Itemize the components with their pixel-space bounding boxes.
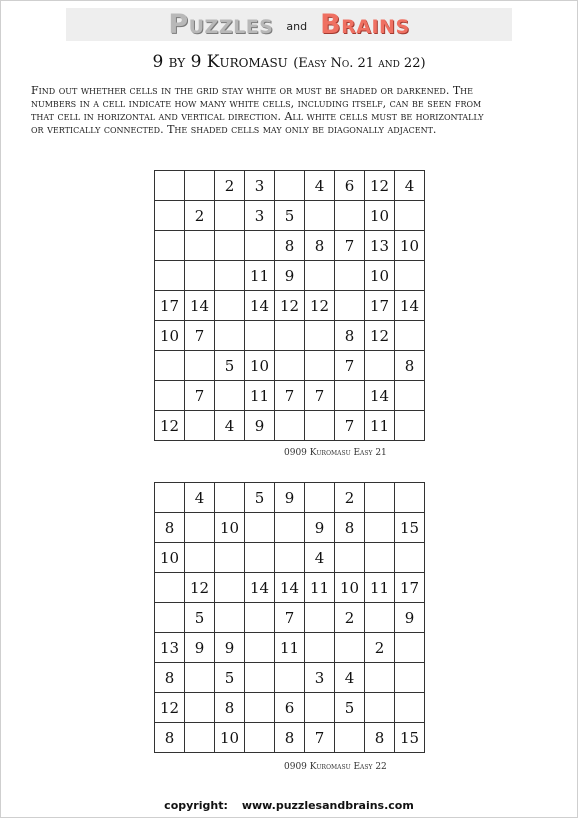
grid-row	[155, 483, 425, 513]
grid-row	[155, 411, 425, 441]
grid-cell[interactable]: 8	[275, 723, 305, 753]
grid-cell[interactable]: 4	[395, 171, 425, 201]
grid-cell[interactable]: 14	[245, 291, 275, 321]
grid-cell[interactable]: 13	[155, 633, 185, 663]
grid-cell[interactable]: 7	[185, 321, 215, 351]
grid-cell[interactable]	[305, 411, 335, 441]
grid-cell[interactable]	[365, 513, 395, 543]
grid-row	[155, 633, 425, 663]
logo-word-puzzles: Puzzles	[168, 9, 274, 40]
grid-cell[interactable]: 7	[305, 723, 335, 753]
grid-cell[interactable]	[395, 321, 425, 351]
copyright-label: copyright:	[164, 799, 228, 812]
grid-cell[interactable]	[395, 693, 425, 723]
logo-word-brains: Brains	[320, 9, 410, 40]
grid-cell[interactable]: 10	[215, 723, 245, 753]
grid-cell[interactable]	[365, 603, 395, 633]
grid-cell[interactable]: 10	[395, 231, 425, 261]
grid-cell[interactable]	[275, 351, 305, 381]
grid-row	[155, 261, 425, 291]
puzzle-caption-21: 0909 Kuromasu Easy 21	[284, 448, 387, 458]
grid-cell[interactable]	[185, 231, 215, 261]
site-logo-banner	[66, 8, 512, 41]
grid-cell[interactable]: 4	[185, 483, 215, 513]
grid-cell[interactable]	[275, 171, 305, 201]
instructions-text: Find out whether cells in the grid stay white or must be shaded or darkened. The numbers in a cell indicate how many white cells, including itself, can be seen from that cell in horizontal and vertical direction. All white cells must be horizontally or vertically connected. The shaded cells may only be diagonally adjacent.	[31, 84, 484, 136]
grid-cell[interactable]: 9	[275, 483, 305, 513]
grid-cell[interactable]: 14	[395, 291, 425, 321]
grid-cell[interactable]	[305, 633, 335, 663]
grid-cell[interactable]: 8	[395, 351, 425, 381]
grid-cell[interactable]: 7	[335, 411, 365, 441]
grid-cell[interactable]: 4	[215, 411, 245, 441]
grid-cell[interactable]	[335, 381, 365, 411]
page-title	[0, 52, 578, 72]
grid-cell[interactable]: 9	[215, 633, 245, 663]
logo-word-and: and	[286, 20, 308, 33]
grid-row	[155, 381, 425, 411]
grid-cell[interactable]	[155, 573, 185, 603]
grid-cell[interactable]: 2	[215, 171, 245, 201]
grid-cell[interactable]: 5	[215, 663, 245, 693]
grid-cell[interactable]: 4	[305, 171, 335, 201]
grid-cell[interactable]	[155, 201, 185, 231]
grid-cell[interactable]: 4	[335, 663, 365, 693]
grid-cell[interactable]: 5	[335, 693, 365, 723]
grid-cell[interactable]: 14	[185, 291, 215, 321]
grid-cell[interactable]: 11	[365, 573, 395, 603]
grid-cell[interactable]: 10	[245, 351, 275, 381]
grid-cell[interactable]	[335, 543, 365, 573]
grid-cell[interactable]	[275, 321, 305, 351]
grid-cell[interactable]: 14	[245, 573, 275, 603]
grid-cell[interactable]	[395, 483, 425, 513]
grid-row	[155, 201, 425, 231]
grid-cell[interactable]: 8	[155, 723, 185, 753]
grid-cell[interactable]: 11	[245, 261, 275, 291]
grid-cell[interactable]	[215, 321, 245, 351]
grid-cell[interactable]: 12	[305, 291, 335, 321]
grid-cell[interactable]: 14	[275, 573, 305, 603]
grid-cell[interactable]	[395, 201, 425, 231]
grid-cell[interactable]	[305, 261, 335, 291]
grid-cell[interactable]	[365, 693, 395, 723]
grid-cell[interactable]: 7	[275, 381, 305, 411]
grid-cell[interactable]: 8	[275, 231, 305, 261]
grid-row	[155, 663, 425, 693]
grid-cell[interactable]	[155, 261, 185, 291]
grid-cell[interactable]: 10	[155, 321, 185, 351]
grid-cell[interactable]	[335, 261, 365, 291]
grid-cell[interactable]	[395, 543, 425, 573]
grid-cell[interactable]	[215, 573, 245, 603]
grid-cell[interactable]: 12	[155, 411, 185, 441]
grid-cell[interactable]	[155, 171, 185, 201]
grid-cell[interactable]: 9	[275, 261, 305, 291]
grid-cell[interactable]	[185, 663, 215, 693]
grid-cell[interactable]: 12	[185, 573, 215, 603]
grid-cell[interactable]	[275, 663, 305, 693]
grid-cell[interactable]: 6	[335, 171, 365, 201]
grid-cell[interactable]: 8	[335, 513, 365, 543]
grid-cell[interactable]	[275, 543, 305, 573]
grid-cell[interactable]	[305, 351, 335, 381]
grid-cell[interactable]: 5	[245, 483, 275, 513]
grid-cell[interactable]	[215, 231, 245, 261]
grid-cell[interactable]	[215, 291, 245, 321]
grid-cell[interactable]: 17	[155, 291, 185, 321]
grid-cell[interactable]	[215, 261, 245, 291]
grid-cell[interactable]: 3	[245, 201, 275, 231]
grid-cell[interactable]	[155, 603, 185, 633]
grid-cell[interactable]	[305, 603, 335, 633]
grid-cell[interactable]	[395, 411, 425, 441]
grid-cell[interactable]: 9	[305, 513, 335, 543]
grid-cell[interactable]: 13	[365, 231, 395, 261]
grid-cell[interactable]: 8	[305, 231, 335, 261]
grid-cell[interactable]: 8	[215, 693, 245, 723]
grid-cell[interactable]: 11	[275, 633, 305, 663]
grid-cell[interactable]	[365, 483, 395, 513]
grid-cell[interactable]	[245, 543, 275, 573]
grid-cell[interactable]	[275, 513, 305, 543]
grid-row	[155, 291, 425, 321]
grid-cell[interactable]	[395, 261, 425, 291]
grid-cell[interactable]	[245, 603, 275, 633]
grid-cell[interactable]: 12	[365, 321, 395, 351]
grid-cell[interactable]: 4	[305, 543, 335, 573]
grid-cell[interactable]: 8	[365, 723, 395, 753]
grid-cell[interactable]: 6	[275, 693, 305, 723]
grid-cell[interactable]: 3	[245, 171, 275, 201]
grid-cell[interactable]	[155, 351, 185, 381]
grid-cell[interactable]	[395, 663, 425, 693]
grid-cell[interactable]	[245, 693, 275, 723]
grid-cell[interactable]: 8	[155, 513, 185, 543]
grid-cell[interactable]	[215, 381, 245, 411]
grid-cell[interactable]	[245, 231, 275, 261]
grid-row	[155, 543, 425, 573]
grid-row	[155, 321, 425, 351]
grid-cell[interactable]	[305, 483, 335, 513]
grid-cell[interactable]	[365, 351, 395, 381]
grid-cell[interactable]	[155, 231, 185, 261]
grid-cell[interactable]	[185, 351, 215, 381]
grid-cell[interactable]: 14	[365, 381, 395, 411]
grid-cell[interactable]: 17	[395, 573, 425, 603]
grid-cell[interactable]	[215, 543, 245, 573]
grid-cell[interactable]: 2	[335, 603, 365, 633]
grid-cell[interactable]	[395, 381, 425, 411]
grid-cell[interactable]: 11	[245, 381, 275, 411]
grid-cell[interactable]	[185, 543, 215, 573]
grid-cell[interactable]	[245, 663, 275, 693]
grid-cell[interactable]: 12	[275, 291, 305, 321]
puzzle-grid-21	[154, 170, 425, 441]
grid-cell[interactable]: 5	[185, 603, 215, 633]
grid-cell[interactable]	[185, 513, 215, 543]
grid-cell[interactable]	[335, 201, 365, 231]
page-title-main: 9 by 9 Kuromasu	[152, 52, 288, 72]
grid-cell[interactable]: 15	[395, 513, 425, 543]
grid-cell[interactable]: 9	[185, 633, 215, 663]
grid-cell[interactable]: 5	[275, 201, 305, 231]
grid-row	[155, 171, 425, 201]
grid-cell[interactable]: 10	[365, 201, 395, 231]
grid-cell[interactable]: 8	[155, 663, 185, 693]
grid-cell[interactable]: 2	[365, 633, 395, 663]
grid-cell[interactable]: 7	[305, 381, 335, 411]
grid-cell[interactable]	[335, 291, 365, 321]
grid-cell[interactable]	[215, 201, 245, 231]
grid-cell[interactable]: 10	[365, 261, 395, 291]
grid-cell[interactable]	[305, 321, 335, 351]
grid-cell[interactable]: 5	[215, 351, 245, 381]
grid-cell[interactable]	[215, 603, 245, 633]
grid-cell[interactable]	[185, 171, 215, 201]
grid-cell[interactable]: 7	[185, 381, 215, 411]
grid-cell[interactable]	[305, 201, 335, 231]
grid-cell[interactable]	[245, 321, 275, 351]
puzzle-grid-22	[154, 482, 425, 753]
puzzle-caption-22: 0909 Kuromasu Easy 22	[284, 762, 387, 772]
grid-cell[interactable]	[245, 513, 275, 543]
grid-cell[interactable]: 2	[335, 483, 365, 513]
grid-row	[155, 723, 425, 753]
grid-cell[interactable]: 11	[305, 573, 335, 603]
grid-row	[155, 351, 425, 381]
grid-cell[interactable]	[395, 633, 425, 663]
page-title-sub: (Easy No. 21 and 22)	[293, 56, 426, 71]
grid-cell[interactable]	[215, 483, 245, 513]
grid-cell[interactable]: 7	[335, 231, 365, 261]
grid-cell[interactable]	[365, 663, 395, 693]
grid-cell[interactable]: 9	[395, 603, 425, 633]
grid-cell[interactable]	[365, 543, 395, 573]
grid-cell[interactable]: 15	[395, 723, 425, 753]
footer-copyright	[0, 799, 578, 812]
grid-cell[interactable]	[155, 483, 185, 513]
grid-cell[interactable]: 17	[365, 291, 395, 321]
grid-cell[interactable]	[245, 723, 275, 753]
grid-cell[interactable]	[185, 693, 215, 723]
grid-cell[interactable]: 9	[245, 411, 275, 441]
grid-row	[155, 693, 425, 723]
grid-cell[interactable]	[185, 261, 215, 291]
grid-cell[interactable]: 7	[275, 603, 305, 633]
grid-cell[interactable]	[335, 723, 365, 753]
grid-row	[155, 513, 425, 543]
grid-cell[interactable]	[155, 381, 185, 411]
grid-row	[155, 573, 425, 603]
grid-cell[interactable]	[185, 411, 215, 441]
grid-cell[interactable]: 7	[335, 351, 365, 381]
grid-cell[interactable]	[185, 723, 215, 753]
grid-cell[interactable]: 10	[335, 573, 365, 603]
grid-cell[interactable]: 10	[155, 543, 185, 573]
grid-cell[interactable]	[305, 693, 335, 723]
grid-cell[interactable]: 2	[185, 201, 215, 231]
grid-cell[interactable]: 11	[365, 411, 395, 441]
grid-cell[interactable]: 10	[215, 513, 245, 543]
grid-cell[interactable]: 12	[155, 693, 185, 723]
grid-cell[interactable]: 3	[305, 663, 335, 693]
grid-cell[interactable]	[335, 633, 365, 663]
grid-row	[155, 231, 425, 261]
website-link[interactable]: www.puzzlesandbrains.com	[241, 799, 414, 812]
grid-cell[interactable]	[275, 411, 305, 441]
grid-cell[interactable]: 8	[335, 321, 365, 351]
grid-cell[interactable]	[245, 633, 275, 663]
grid-cell[interactable]: 12	[365, 171, 395, 201]
grid-row	[155, 603, 425, 633]
